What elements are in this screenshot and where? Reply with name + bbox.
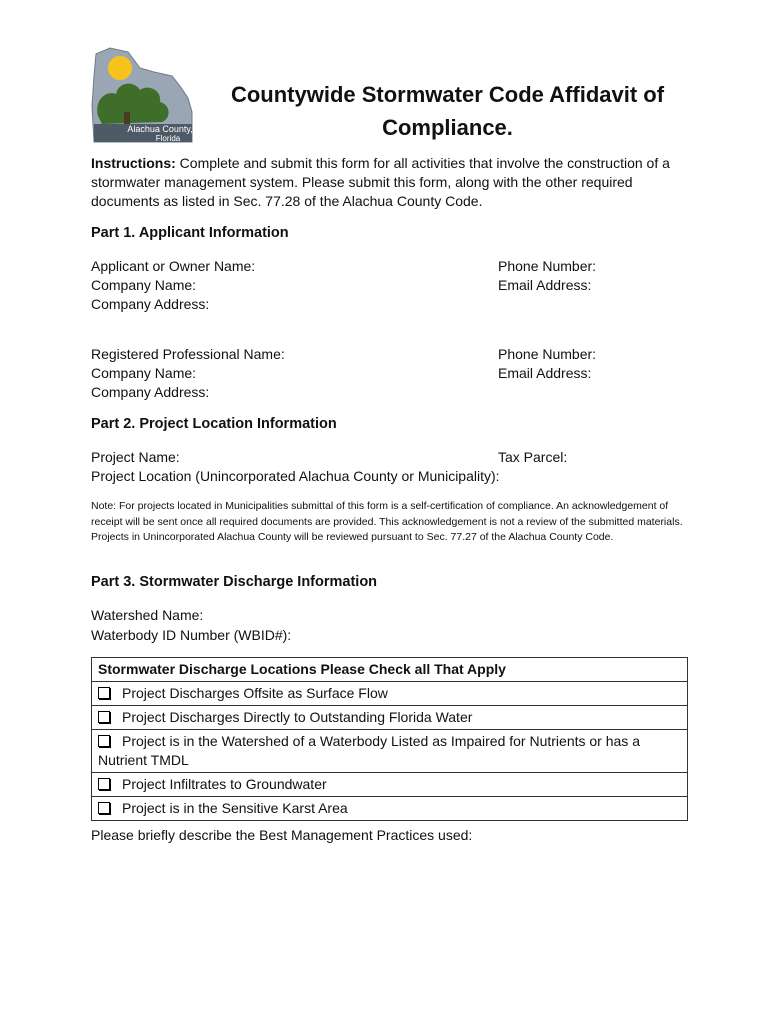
option-offsite-surface-flow [92, 682, 688, 706]
company-name-label: Company Name: [91, 277, 197, 293]
checkbox[interactable] [98, 802, 110, 814]
checkbox[interactable] [98, 687, 110, 699]
table-row [92, 773, 688, 797]
professional-phone-label: Phone Number: [498, 346, 597, 362]
option-outstanding-florida-water [92, 706, 688, 730]
option-label: Project Discharges Directly to Outstanding Florida Water [122, 709, 473, 725]
option-label: Project Infiltrates to Groundwater [122, 776, 327, 792]
watershed-name-label: Watershed Name: [91, 607, 204, 623]
phone-number-label: Phone Number: [498, 258, 597, 274]
discharge-locations-table [91, 657, 688, 821]
project-name-label: Project Name: [91, 449, 180, 465]
wbid-label: Waterbody ID Number (WBID#): [91, 627, 292, 643]
part2-heading: Part 2. Project Location Information [91, 416, 337, 432]
applicant-name-label: Applicant or Owner Name: [91, 258, 256, 274]
project-location-label: Project Location (Unincorporated Alachua County or Municipality): [91, 468, 500, 484]
company-address-label: Company Address: [91, 296, 210, 312]
professional-company-name-label: Company Name: [91, 365, 197, 381]
bmp-prompt: Please briefly describe the Best Management Practices used: [91, 827, 473, 843]
option-label: Project Discharges Offsite as Surface Flow [122, 685, 388, 701]
option-infiltrates-groundwater [92, 773, 688, 797]
table-row [92, 797, 688, 821]
table-row [92, 682, 688, 706]
table-header: Stormwater Discharge Locations Please Check all That Apply [92, 658, 688, 682]
option-sensitive-karst [92, 797, 688, 821]
instructions [91, 154, 691, 211]
table-row [92, 730, 688, 773]
instructions-label: Instructions: [91, 155, 176, 171]
email-address-label: Email Address: [498, 277, 592, 293]
logo-text-line1: Alachua County, [127, 124, 193, 134]
tax-parcel-label: Tax Parcel: [498, 449, 568, 465]
part1-heading: Part 1. Applicant Information [91, 225, 289, 241]
option-impaired-nutrients [92, 730, 688, 773]
part3-heading: Part 3. Stormwater Discharge Information [91, 574, 378, 590]
instructions-text: Complete and submit this form for all activities that involve the construction of a stormwater management system. Please submit this form, along with the other required documents as listed in Sec. 77.28 of the Alachua County Code. [91, 155, 670, 209]
table-row [92, 706, 688, 730]
page-title: Countywide Stormwater Code Affidavit of Compliance. [230, 82, 665, 140]
option-label: Project is in the Watershed of a Waterbody Listed as Impaired for Nutrients or has a Nutrient TMDL [98, 733, 640, 768]
professional-email-label: Email Address: [498, 365, 592, 381]
checkbox[interactable] [98, 778, 110, 790]
note-text: Note: For projects located in Municipalities submittal of this form is a self-certification of compliance. An acknowledgement of receipt will be sent once all required documents are provided. This acknowledgement is not a review of the submitted materials. Projects in Unincorporated Alachua County will be reviewed pursuant to Sec. 77.27 of the Alachua County Code. [91, 500, 683, 543]
table-header-row [92, 658, 688, 682]
checkbox[interactable] [98, 735, 110, 747]
professional-name-label: Registered Professional Name: [91, 346, 285, 362]
option-label: Project is in the Sensitive Karst Area [122, 800, 348, 816]
checkbox[interactable] [98, 711, 110, 723]
alachua-county-logo [88, 46, 196, 144]
professional-company-address-label: Company Address: [91, 384, 210, 400]
logo-text-line2: Florida [155, 134, 181, 143]
